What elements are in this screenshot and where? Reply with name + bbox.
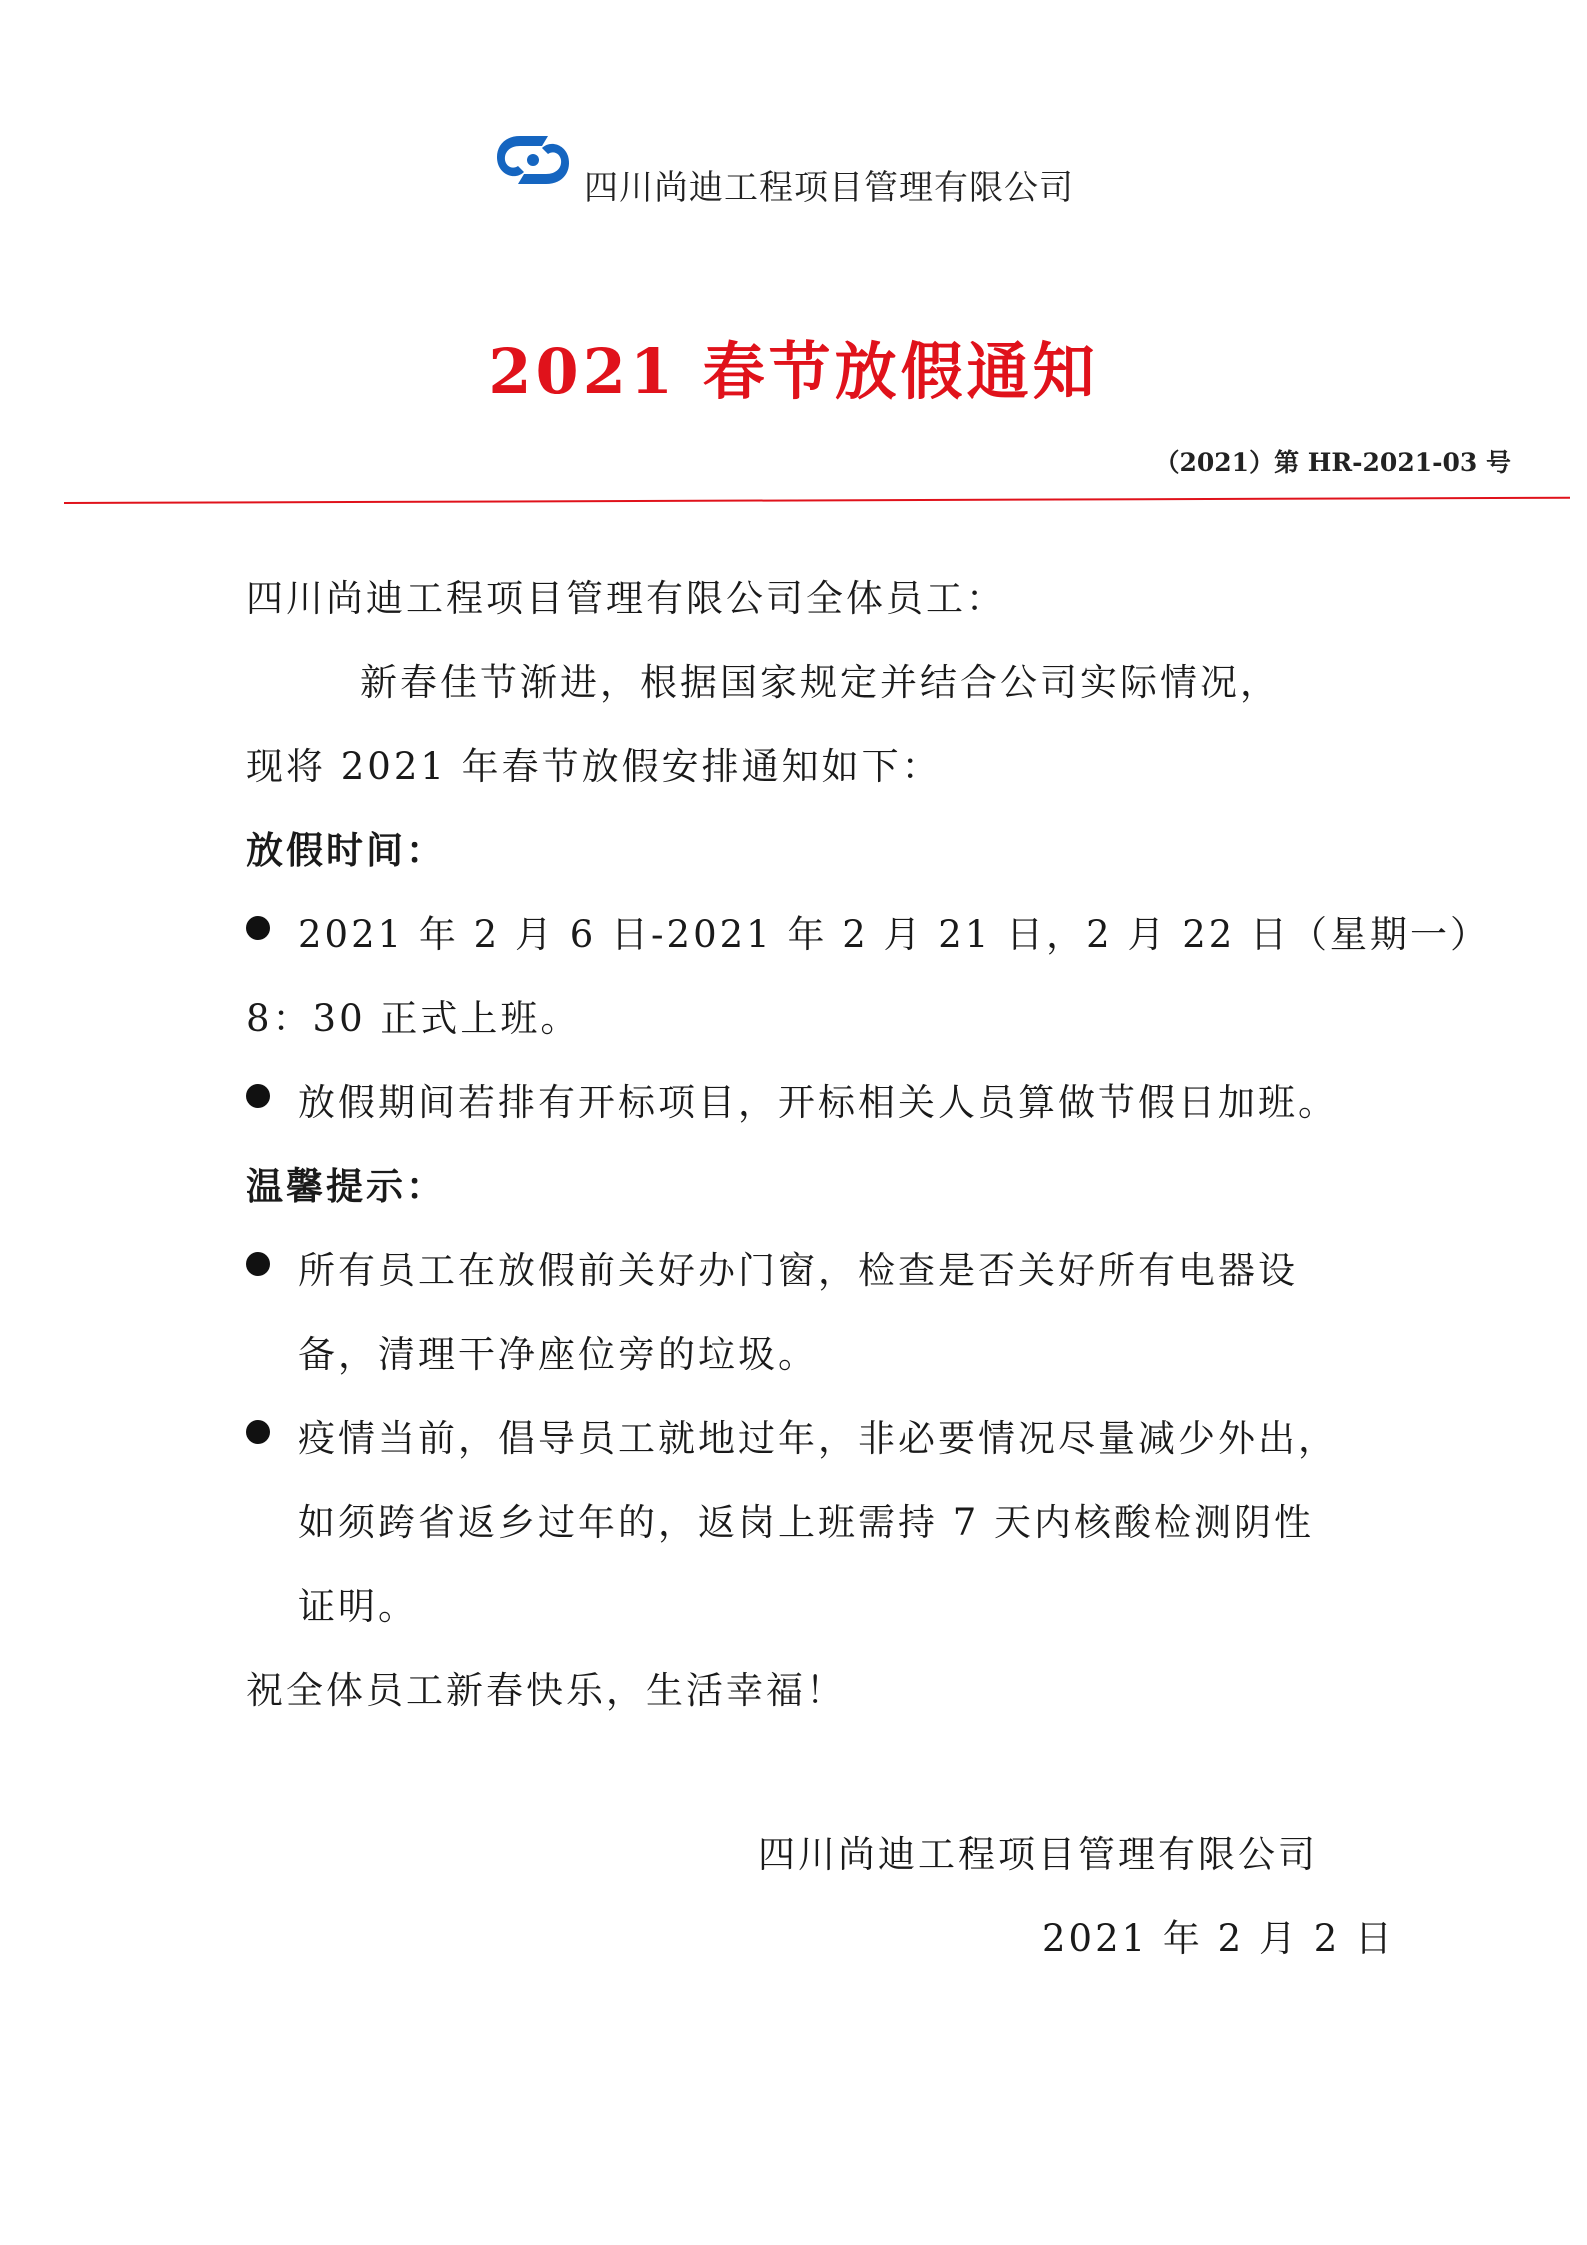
bullet-icon (246, 1420, 270, 1444)
tip-line: 备，清理干净座位旁的垃圾。 (298, 1333, 818, 1376)
tip-line: 疫情当前，倡导员工就地过年，非必要情况尽量减少外出， (298, 1417, 1338, 1460)
holiday-item-line: 8：30 正式上班。 (246, 997, 581, 1040)
tips-heading: 温馨提示： (246, 1164, 446, 1208)
document-number: （2021）第 HR-2021-03 号 (1154, 448, 1511, 477)
tip-line: 证明。 (298, 1585, 418, 1628)
tip-line: 如须跨省返乡过年的，返岗上班需持 7 天内核酸检测阴性 (298, 1501, 1315, 1544)
holiday-heading: 放假时间： (246, 828, 446, 872)
header-divider (64, 497, 1570, 504)
bullet-icon (246, 1084, 270, 1108)
tip-line: 所有员工在放假前关好办门窗，检查是否关好所有电器设 (298, 1249, 1298, 1292)
intro-paragraph-line: 新春佳节渐进，根据国家规定并结合公司实际情况， (360, 661, 1280, 704)
salutation: 四川尚迪工程项目管理有限公司全体员工： (246, 577, 1006, 620)
signature-date: 2021 年 2 月 2 日 (1042, 1917, 1396, 1960)
letterhead (490, 128, 1190, 208)
document-title: 2021 春节放假通知 (488, 335, 1099, 408)
sd-swirl-logo-icon (490, 128, 576, 192)
bullet-icon (246, 916, 270, 940)
holiday-item-line: 放假期间若排有开标项目，开标相关人员算做节假日加班。 (298, 1081, 1338, 1124)
holiday-item-line: 2021 年 2 月 6 日-2021 年 2 月 21 日，2 月 22 日（星期一） (298, 913, 1491, 956)
letterhead-company-name: 四川尚迪工程项目管理有限公司 (584, 168, 1074, 208)
intro-paragraph-line: 现将 2021 年春节放假安排通知如下： (246, 745, 942, 788)
closing-greeting: 祝全体员工新春快乐，生活幸福！ (246, 1669, 846, 1712)
bullet-icon (246, 1252, 270, 1276)
signature-company: 四川尚迪工程项目管理有限公司 (758, 1833, 1318, 1876)
